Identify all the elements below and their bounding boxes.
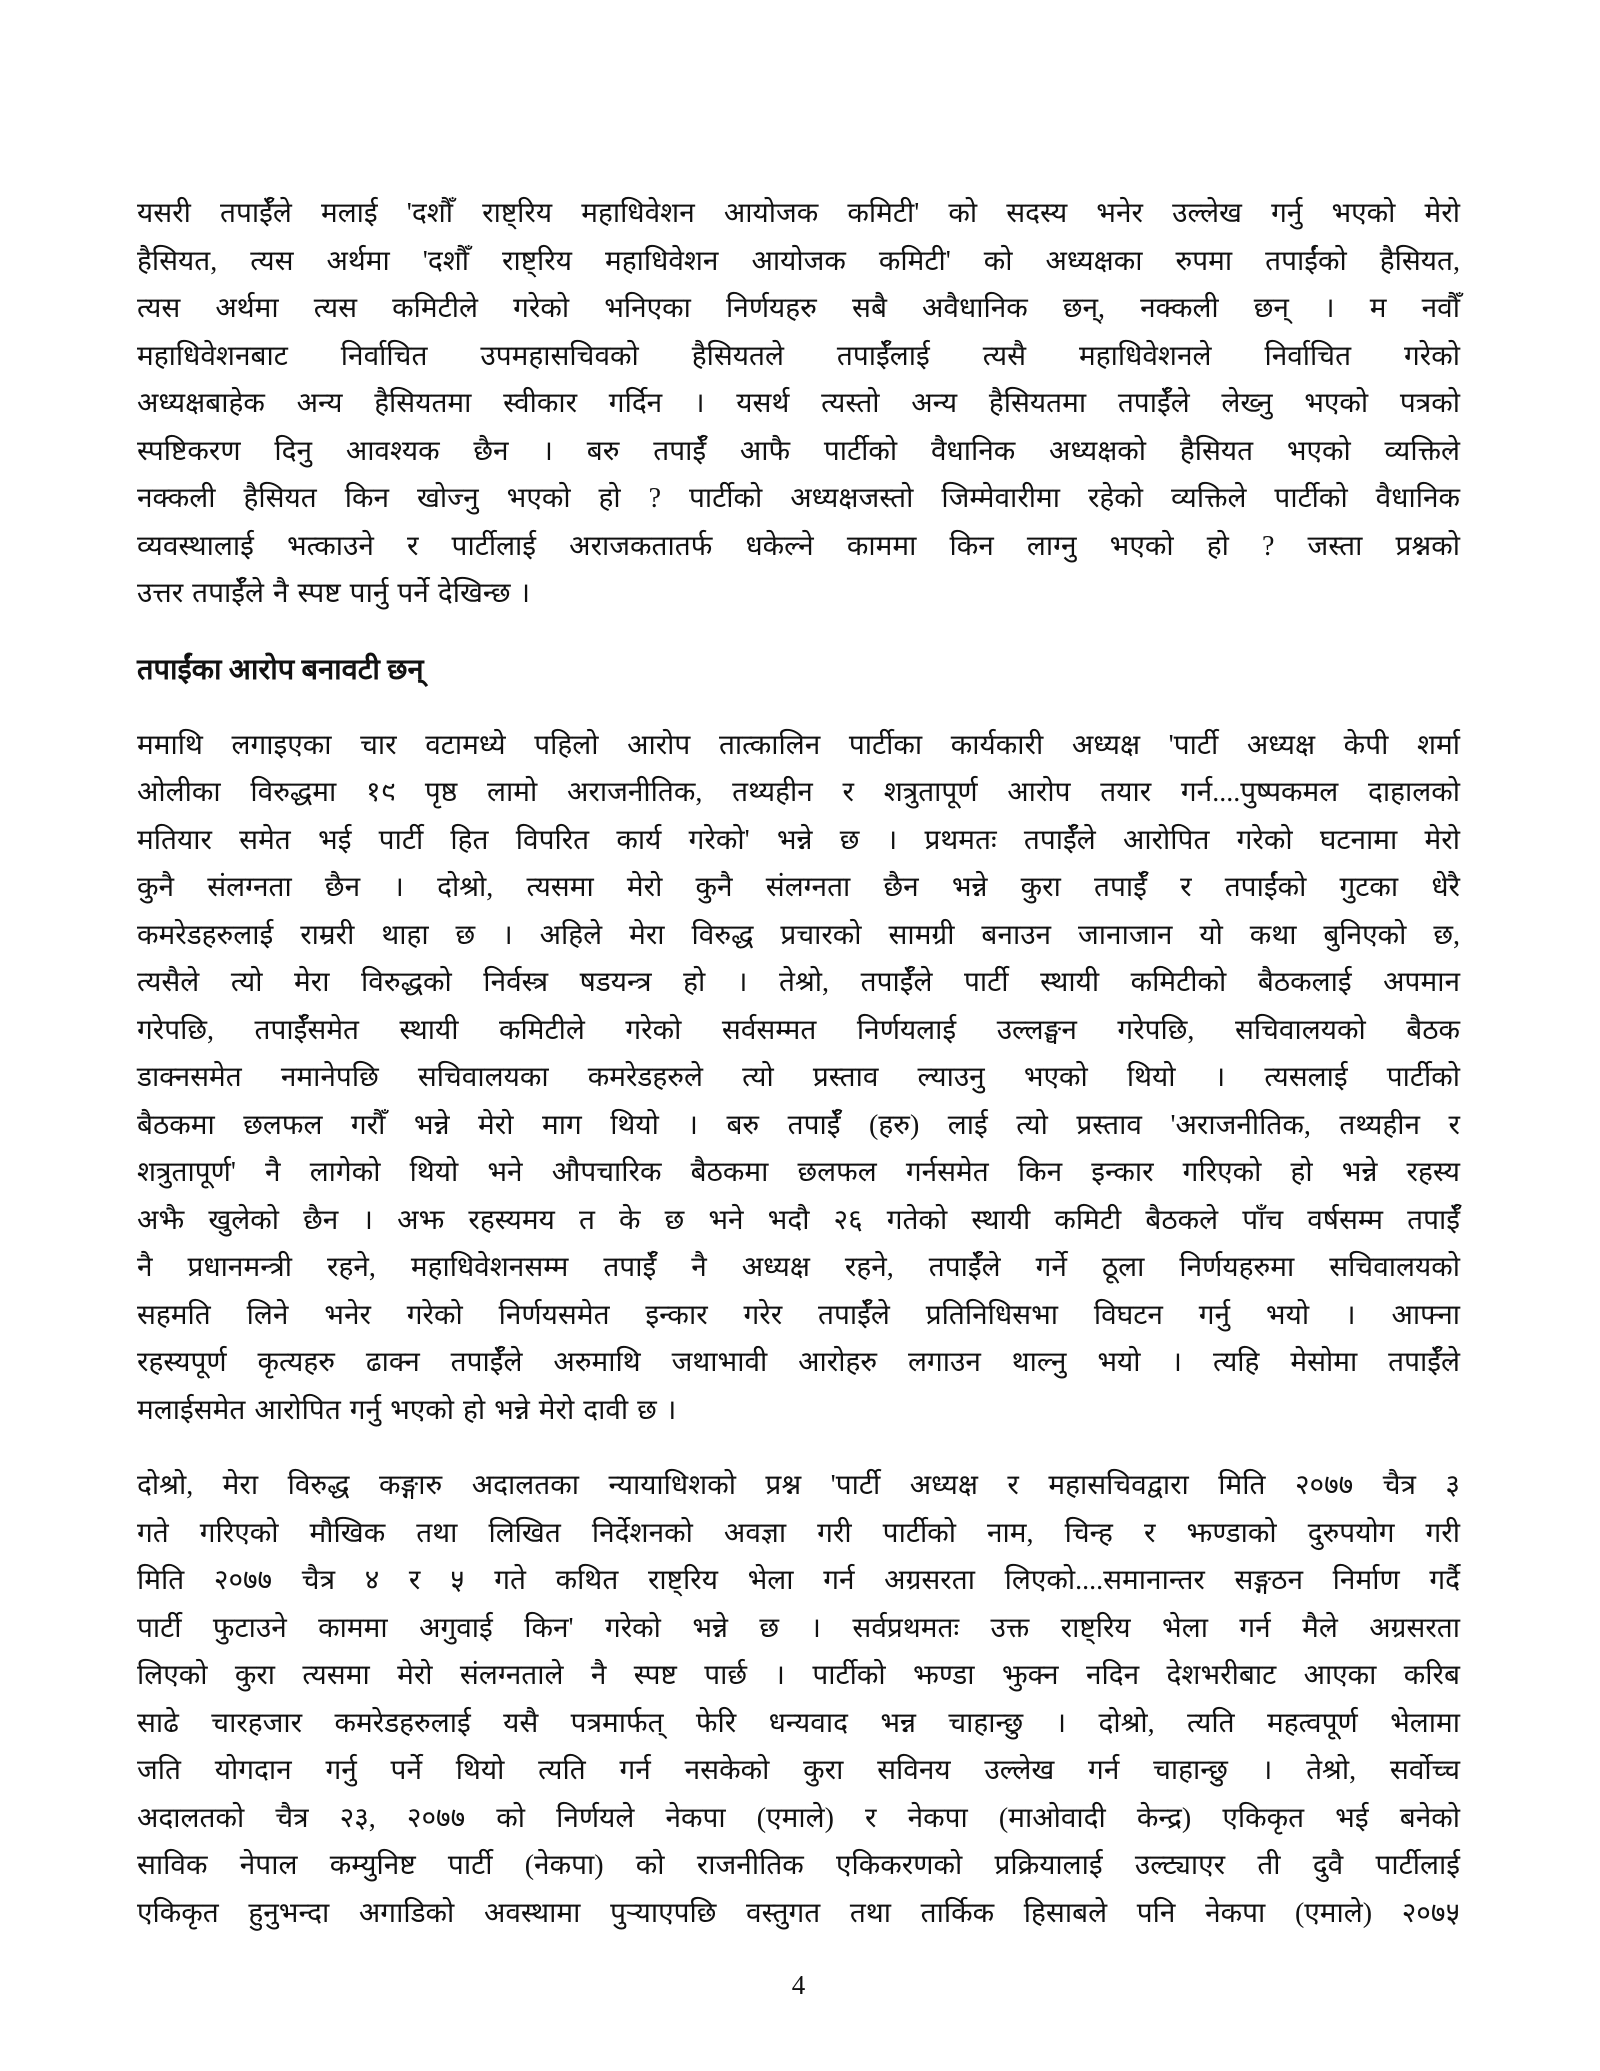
body-text-line: मतियार समेत भई पार्टी हित विपरित कार्य गरेको' भन्ने छ । प्रथमतः तपाईँले आरोपित गरेको घटनामा मेरो xyxy=(137,824,1460,856)
body-text-line: त्यस अर्थमा त्यस कमिटीले गरेको भनिएका निर्णयहरु सबै अवैधानिक छन्, नक्कली छन् । म नवौँ xyxy=(137,293,1460,324)
body-text-line: अध्यक्षबाहेक अन्य हैसियतमा स्वीकार गर्दिन । यसर्थ त्यस्तो अन्य हैसियतमा तपाईँले लेख्नु भएको पत्रको xyxy=(137,388,1460,419)
body-text-line: दोश्रो, मेरा विरुद्ध कङ्गारु अदालतका न्यायाधिशको प्रश्न 'पार्टी अध्यक्ष र महासचिवद्वारा मिति २०७७ चैत्र ३ xyxy=(137,1470,1460,1501)
body-text-line: रहस्यपूर्ण कृत्यहरु ढाक्न तपाईँले अरुमाथि जथाभावी आरोहरु लगाउन थाल्नु भयो । त्यहि मेसोमा तपाईँले xyxy=(137,1347,1460,1378)
body-text-line: ओलीका विरुद्धमा १९ पृष्ठ लामो अराजनीतिक, तथ्यहीन र शत्रुतापूर्ण आरोप तयार गर्न....पुष्पकमल दाहालको xyxy=(137,777,1460,808)
body-text-line: गरेपछि, तपाईँसमेत स्थायी कमिटीले गरेको सर्वसम्मत निर्णयलाई उल्लङ्घन गरेपछि, सचिवालयको बैठक xyxy=(137,1014,1460,1046)
body-text-line: डाक्नसमेत नमानेपछि सचिवालयका कमरेडहरुले त्यो प्रस्ताव ल्याउनु भएको थियो । त्यसलाई पार्टीको xyxy=(137,1062,1460,1093)
body-text-line: साढे चारहजार कमरेडहरुलाई यसै पत्रमार्फत् फेरि धन्यवाद भन्न चाहान्छु । दोश्रो, त्यति महत्वपूर्ण भेलामा xyxy=(137,1707,1460,1739)
body-text-line: पार्टी फुटाउने काममा अगुवाई किन' गरेको भन्ने छ । सर्वप्रथमतः उक्त राष्ट्रिय भेला गर्न मैले अग्रसरता xyxy=(137,1612,1460,1644)
body-text-line: नक्कली हैसियत किन खोज्नु भएको हो ? पार्टीको अध्यक्षजस्तो जिम्मेवारीमा रहेको व्यक्तिले पार्टीको वैधानिक xyxy=(137,483,1460,514)
body-text-line: यसरी तपाईँले मलाई 'दशौँ राष्ट्रिय महाधिवेशन आयोजक कमिटी' को सदस्य भनेर उल्लेख गर्नु भएको मेरो xyxy=(137,198,1460,229)
body-text-line: बैठकमा छलफल गरौँ भन्ने मेरो माग थियो । बरु तपाईँ (हरु) लाई त्यो प्रस्ताव 'अराजनीतिक, तथ्यहीन र xyxy=(137,1109,1460,1141)
body-text-line: स्पष्टिकरण दिनु आवश्यक छैन । बरु तपाईँ आफै पार्टीको वैधानिक अध्यक्षको हैसियत भएको व्यक्तिले xyxy=(137,435,1460,467)
body-text-line: व्यवस्थालाई भत्काउने र पार्टीलाई अराजकतातर्फ धकेल्ने काममा किन लाग्नु भएको हो ? जस्ता प्रश्नको xyxy=(137,530,1460,562)
body-text-line: शत्रुतापूर्ण' नै लागेको थियो भने औपचारिक बैठकमा छलफल गर्नसमेत किन इन्कार गरिएको हो भन्ने रहस्य xyxy=(137,1157,1460,1188)
body-text-line: कमरेडहरुलाई राम्ररी थाहा छ । अहिले मेरा विरुद्ध प्रचारको सामग्री बनाउन जानाजान यो कथा बुनिएको छ, xyxy=(137,919,1460,951)
body-text-line: मिति २०७७ चैत्र ४ र ५ गते कथित राष्ट्रिय भेला गर्न अग्रसरता लिएको....समानान्तर सङ्गठन निर्माण गर्दै xyxy=(137,1565,1460,1596)
body-text-line: जति योगदान गर्नु पर्ने थियो त्यति गर्न नसकेको कुरा सविनय उल्लेख गर्न चाहान्छु । तेश्रो, सर्वोच्च xyxy=(137,1755,1460,1786)
body-text-line: लिएको कुरा त्यसमा मेरो संलग्नताले नै स्पष्ट पार्छ । पार्टीको झण्डा झुक्न नदिन देशभरीबाट आएका करिब xyxy=(137,1660,1460,1691)
body-text-line: उत्तर तपाईँले नै स्पष्ट पार्नु पर्ने देखिन्छ । xyxy=(137,578,531,609)
body-text-line: साविक नेपाल कम्युनिष्ट पार्टी (नेकपा) को राजनीतिक एकिकरणको प्रक्रियालाई उल्ट्याएर ती दुवै पार्टीलाई xyxy=(137,1850,1460,1881)
body-text-line: हैसियत, त्यस अर्थमा 'दशौँ राष्ट्रिय महाधिवेशन आयोजक कमिटी' को अध्यक्षका रुपमा तपाईंको हैसियत, xyxy=(137,245,1460,277)
page-number: 4 xyxy=(791,1970,806,2000)
paragraph-2 xyxy=(137,722,1460,1435)
body-text-line: नै प्रधानमन्त्री रहने, महाधिवेशनसम्म तपाईँ नै अध्यक्ष रहने, तपाईँले गर्ने ठूला निर्णयहरुमा सचिवालयको xyxy=(137,1252,1460,1283)
body-text-line: एकिकृत हुनुभन्दा अगाडिको अवस्थामा पुऱ्याएपछि वस्तुगत तथा तार्किक हिसाबले पनि नेकपा (एमाले) २०७५ xyxy=(137,1897,1460,1929)
body-text-line: महाधिवेशनबाट निर्वाचित उपमहासचिवको हैसियतले तपाईँलाई त्यसै महाधिवेशनले निर्वाचित गरेको xyxy=(137,340,1460,372)
body-text-line: अदालतको चैत्र २३, २०७७ को निर्णयले नेकपा (एमाले) र नेकपा (माओवादी केन्द्र) एकिकृत भई बनेको xyxy=(137,1802,1460,1834)
body-text-line: गते गरिएको मौखिक तथा लिखित निर्देशनको अवज्ञा गरी पार्टीको नाम, चिन्ह र झण्डाको दुरुपयोग गरी xyxy=(137,1517,1460,1549)
body-text-line: सहमति लिने भनेर गरेको निर्णयसमेत इन्कार गरेर तपाईँले प्रतिनिधिसभा विघटन गर्नु भयो । आफ्ना xyxy=(137,1299,1460,1331)
body-text-line: त्यसैले त्यो मेरा विरुद्धको निर्वस्त्र षडयन्त्र हो । तेश्रो, तपाईँले पार्टी स्थायी कमिटीको बैठकलाई अपमान xyxy=(137,967,1460,998)
paragraph-1 xyxy=(137,190,1460,618)
paragraph-3 xyxy=(137,1462,1460,1937)
body-text-line: ममाथि लगाइएका चार वटामध्ये पहिलो आरोप तात्कालिन पार्टीका कार्यकारी अध्यक्ष 'पार्टी अध्यक्ष केपी शर्मा xyxy=(137,729,1460,761)
body-text-line: कुनै संलग्नता छैन । दोश्रो, त्यसमा मेरो कुनै संलग्नता छैन भन्ने कुरा तपाईँ र तपाईंको गुटका धेरै xyxy=(137,872,1460,903)
body-text-line: मलाईसमेत आरोपित गर्नु भएको हो भन्ने मेरो दावी छ । xyxy=(137,1394,677,1426)
body-text-line: अझै खुलेको छैन । अझ रहस्यमय त के छ भने भदौ २६ गतेको स्थायी कमिटी बैठकले पाँच वर्षसम्म तपाईँ xyxy=(137,1204,1460,1236)
section-heading: तपाईंका आरोप बनावटी छन् xyxy=(137,653,424,686)
